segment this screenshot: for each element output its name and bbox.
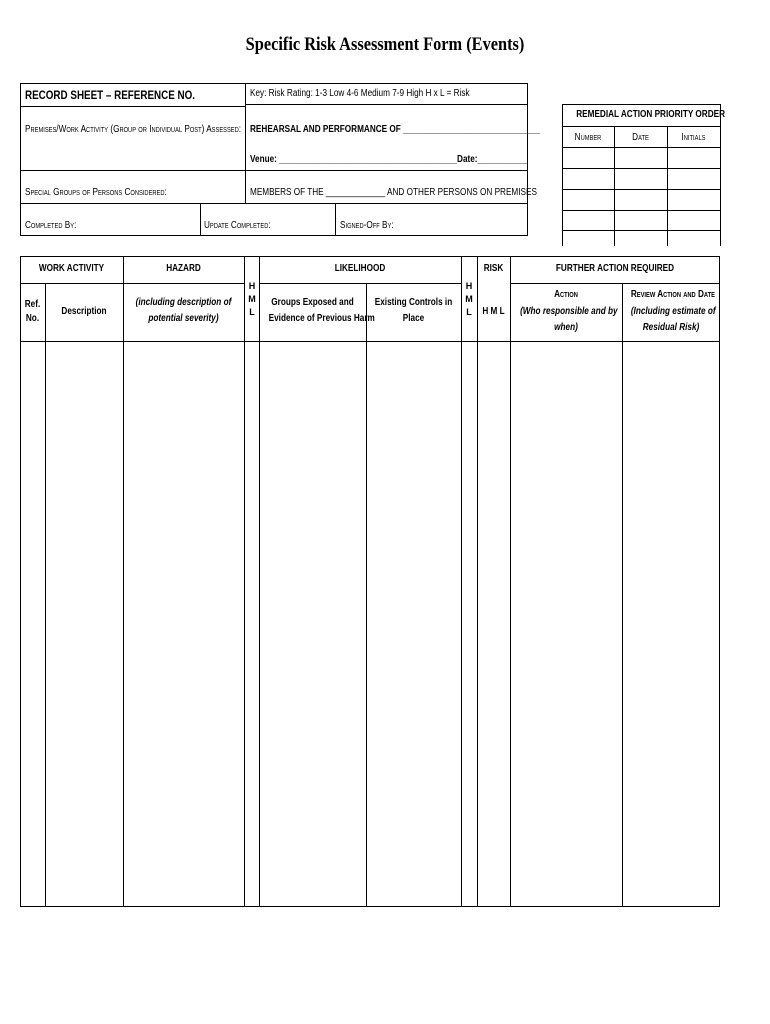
remedial-col-number: Number xyxy=(574,132,602,143)
assessment-entry-area[interactable] xyxy=(21,342,719,906)
risk-hml-label: H M L xyxy=(482,306,505,317)
header-work-activity: WORK ACTIVITY xyxy=(38,263,105,274)
completed-by-label[interactable]: Completed By: xyxy=(25,220,77,231)
premises-label: Premises/Work Activity (Group or Individual Post) Assessed: xyxy=(25,124,242,135)
review-subtext-1: (Including estimate of xyxy=(630,306,716,317)
header-risk: RISK xyxy=(483,263,504,274)
hazard-subtext-2: potential severity) xyxy=(148,313,219,324)
remedial-col-date: Date xyxy=(632,132,649,143)
header-hazard: HAZARD xyxy=(166,263,201,274)
reference-label: RECORD SHEET – REFERENCE NO. xyxy=(25,88,196,102)
hazard-subtext-1: (including description of xyxy=(135,297,232,308)
action-label: Action xyxy=(554,289,578,300)
review-label: Review Action and Date xyxy=(630,289,715,300)
likelihood-hml-label: H M L xyxy=(465,281,473,317)
groups-exposed-1: Groups Exposed and xyxy=(271,297,354,308)
rehearsal-field[interactable]: REHEARSAL AND PERFORMANCE OF ______________________________ xyxy=(250,124,540,135)
groups-exposed-2: Evidence of Previous Harm xyxy=(268,313,375,324)
remedial-title: REMEDIAL ACTION PRIORITY ORDER xyxy=(576,109,726,120)
ref-label: Ref. xyxy=(24,299,41,310)
no-label: No. xyxy=(25,313,40,324)
members-field[interactable]: MEMBERS OF THE _____________ AND OTHER PERSONS ON PREMISES xyxy=(250,187,537,198)
action-subtext-2: when) xyxy=(554,322,578,333)
existing-controls-1: Existing Controls in xyxy=(374,297,453,308)
special-groups-label: Special Groups of Persons Considered: xyxy=(25,187,167,198)
header-further-action: FURTHER ACTION REQUIRED xyxy=(555,263,675,274)
risk-key: Key: Risk Rating: 1-3 Low 4-6 Medium 7-9 High H x L = Risk xyxy=(250,88,470,99)
description-label: Description xyxy=(61,306,107,317)
remedial-col-initials: Initials xyxy=(681,132,706,143)
existing-controls-2: Place xyxy=(402,313,425,324)
venue-date-field[interactable]: Venue: _______________________________________Date:___________ xyxy=(250,154,528,165)
update-completed-label[interactable]: Update Completed: xyxy=(204,220,271,231)
signed-off-label[interactable]: Signed-Off By: xyxy=(340,220,394,231)
review-subtext-2: Residual Risk) xyxy=(642,322,700,333)
action-subtext-1: (Who responsible and by xyxy=(520,306,618,317)
hazard-hml-label: H M L xyxy=(248,281,256,317)
header-likelihood: LIKELIHOOD xyxy=(334,263,386,274)
page-title: Specific Risk Assessment Form (Events) xyxy=(245,34,525,55)
